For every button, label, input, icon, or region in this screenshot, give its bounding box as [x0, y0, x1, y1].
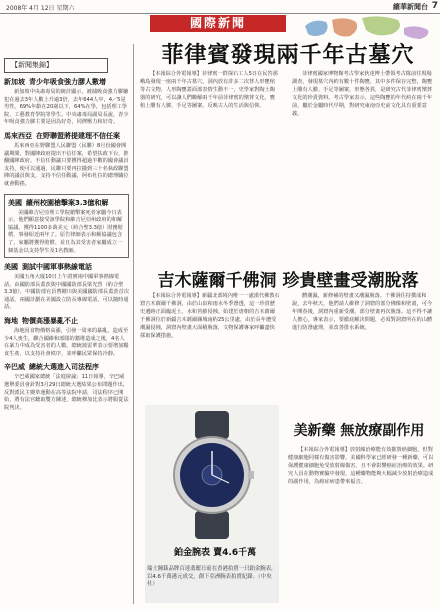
article2-headline: 吉木薩爾千佛洞 珍貴壁畫受潮脫落: [157, 271, 419, 291]
column-rule: [133, 44, 134, 604]
brief-title: 青少年吸食強力膠人數增: [29, 78, 106, 86]
article2-body-left: 【本報綜合外電報導】新疆北部境內唯一一處漢代佛教石窟吉木薩爾千佛洞，由於山泉和雨水冬季滲透，這一珍貴歷史遺跡正面臨泥土、水和苔蘚侵蝕。始建於唐朝的吉木薩爾千佛洞位於新疆吉木薩爾縣城南約25公里處，由於長年遭受潮濕侵蝕，洞窟內壁畫大面積脫落，文物保護專家呼籲盡快採取保護措施。: [140, 293, 280, 339]
brief-item: [4, 316, 129, 358]
brief-item: [4, 362, 129, 412]
article3-headline: 美新藥 無放療副作用: [293, 423, 425, 439]
brief-place: 辛巴威: [4, 363, 25, 372]
brief-title: 測試中國軍事熱線電話: [22, 263, 92, 272]
brief-title: 繽州校園槍擊案3.3億和解: [26, 198, 109, 207]
brief-place: 馬來西亞: [4, 131, 32, 140]
brief-body: 美國五角大廈10日上午證實兩中國軍事熱線電話，由國防部長蓋茨與中國國防部長梁光烈（約合聖3.3億），中國防部官員曹剛川與美國國防部長蓋茨首次通話。兩國計劃在美國設立防長專線電話，可以隨時通話。: [4, 274, 129, 311]
watch-illustration-icon: [145, 405, 279, 545]
brief-body: 新加坡中央肅毒局的統計顯示，被捕吸食強力膠嫌犯在過去3年人數上升逾3倍，去年644人中，4／5是男性，69%年齡在20歲以下，64%在學，包括理工學院、工藝教育學院等學生。中央肅毒局副局長說，青少年吸食強力膠主要是因為好奇，同儕壓力和好奇。: [4, 89, 129, 126]
section-title: 國際新聞: [150, 15, 286, 32]
brief-place: 美國: [4, 263, 18, 272]
brief-place: 海地: [4, 317, 18, 326]
photo-caption: 瑞士鐘錶品牌百達翡麗日前在香港拍賣一只鉑金腕表，以4.6千萬港元成交，創下亞洲腕表拍賣紀錄。（中央社）: [145, 565, 279, 603]
briefs-label: 【新聞集錦】: [4, 58, 108, 73]
page-number: 7: [431, 1, 438, 11]
brief-body: 美國維吉尼亞理工學院槍擊案死者家屬今日表示，他們願意接受該學院和維吉尼亞州政府的和解協議，獲得1100多萬美元（約合聖3.3億）財務賠償，事發紹近兩年了。原告律師表示和解協議包含了，家屬將獲得賠償、並且為其受害者家屬成立一個基金以支持學生及1名教師。: [8, 209, 123, 254]
brief-item: [4, 262, 129, 312]
article1-headline: 菲律賓發現兩千年古墓穴: [161, 42, 415, 68]
brief-body: 馬來西亞在野聯盟人民聯盟（民聯）8月份國會開議期間，對國陣政府提出不信任案，希望扶政下台，推翻國陣政府。不信任動議只要獲得超過半數的國會議員支持，使可以通過，民聯只要再拉攏到三十名執政聯盟陣的議員與支，支持不信任動議，阿布杜拉的總理職位就會動搖。: [4, 142, 129, 187]
brief-place: 新加坡: [4, 78, 25, 86]
watch-photo: [145, 405, 279, 565]
brief-item: [4, 77, 129, 127]
brief-item: [4, 131, 129, 189]
article1-body-right: 菲律賓國家博物館考古學家狄達博士帶領考古隊前往現場調查，發現墓穴內約有數十件陶甕，其中多件保存完整，陶甕上雕有人臉、手足等圖案，形態各異，是研究古代菲律賓殯葬文化的珍貴資料。考古學家表示，這些陶甕的年代約在兩千年前，屬於金屬時代早期，對研究東南亞史前文化具有重要意義。: [292, 71, 433, 117]
brief-item: [4, 194, 129, 259]
issue-date: 2008年 4月 12日 星期六: [6, 5, 75, 12]
paper-name: 繽華新聞台: [393, 3, 428, 11]
page-header: [0, 0, 440, 14]
brief-title: 物價高漲暴亂不止: [22, 317, 78, 326]
article2-body-right: 體潮濕，新修補的壁畫又潮濕脫落。千佛洞住持撰成和說，去年秋天，他們請人維修了洞窟的部分佛像和壁畫，可今年開春後，洞窟內重新受潮，部分壁畫再次脫落。這不得不讓人擔心。專家表示，要徹底解決問題，必須對洞窟所在的山體進行防滲處理，並改善排水系統。: [292, 293, 433, 331]
brief-title: 在野聯盟將提建理不信任案: [36, 131, 120, 140]
brief-place: 美國: [8, 198, 22, 207]
photo-label: 鉑金腕表 賣4.6千萬: [174, 548, 257, 558]
news-briefs-column: [4, 48, 129, 604]
article1-body-left: 【本報綜合外電報導】菲律賓一群探石工人5日在民答那峨島發現一座兩千年古墓穴，洞內放有許多二次葬人形甕棺等古文物，人形陶甕蓋面部表情生動不一，史學家對陶土陶器的研究，可以讓人們瞭解兩千年前菲律賓的殯葬文化，甕棺上雕有人臉、手足等圖案，反映古人的生活與信仰。: [140, 71, 278, 109]
brief-body: 辛巴威國家總統「法庭辯論」11日報導，辛巴威選舉委員會針對3月29日總統大選結果公布問題作出，反對派民主變革運動在高等法院申請，司法程序已開始，將有法官聽取雙方陳述，總統穆加比表示將服從法院判決。: [4, 374, 129, 411]
brief-title: 總統大選進入司法程序: [29, 363, 99, 372]
article3-body: 【本報綜合外電報導】放射線治療能有效摧毀癌細胞，但對健康細胞同樣有傷害影響。美國科學家已經研發一種新藥，可以保護健康細胞免受放射線傷害，且不會影響癌症治療的效果。研究人員在動物實驗中發現，這種藥物能夠大幅減少放射治療造成的副作用，為癌症病患帶來福音。: [288, 447, 434, 485]
brief-body: 海地因食物價格高漲，引發一周來的暴亂，造成至少4人喪生，聯合國維和部隊的牆堆造成之後，4名人在暴力中成為受害者的人數。總統蒲雷華表示要增加糧食生產，以支持社會秩序，並呼籲民眾保持冷靜。: [4, 328, 129, 357]
